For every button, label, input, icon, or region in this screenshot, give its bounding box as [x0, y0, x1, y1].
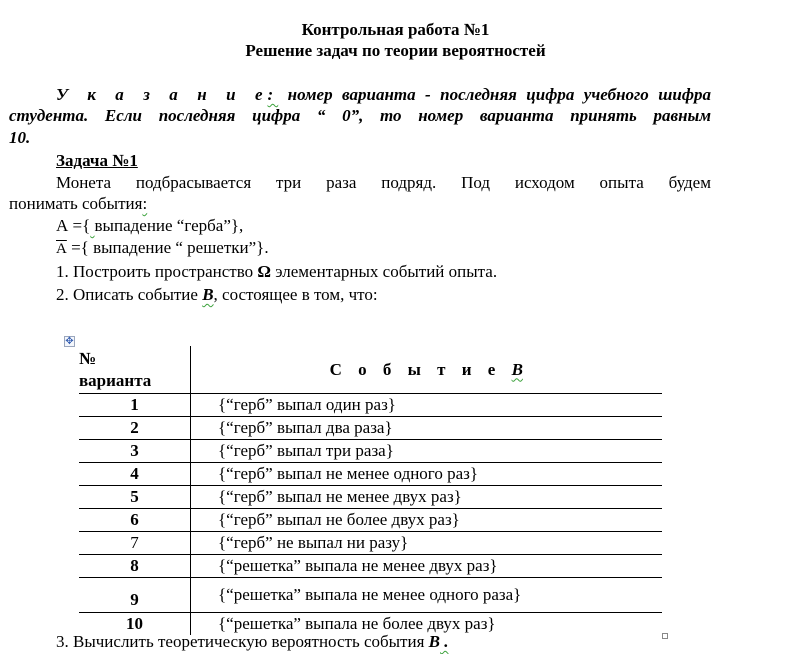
note-label: У к а з а н и е:	[56, 85, 279, 104]
variant-event: {“герб” выпал два раза}	[218, 418, 393, 437]
variant-number: 1	[79, 394, 191, 417]
step-3: 3. Вычислить теоретическую вероятность события B .	[56, 632, 449, 651]
variant-number: 5	[79, 486, 191, 509]
event-b-symbol: B	[202, 285, 214, 304]
variant-number: 3	[79, 440, 191, 463]
variant-number: 7	[79, 532, 191, 555]
table-row	[79, 578, 662, 613]
step-1: 1. Построить пространство Ω элементарных событий опыта.	[56, 262, 498, 281]
step-2: 2. Описать событие B, состоящее в том, что:	[56, 285, 378, 304]
variant-number: 4	[79, 463, 191, 486]
variant-event: {“герб” выпал три раза}	[218, 441, 394, 460]
table-row	[79, 555, 662, 578]
table-row	[79, 394, 662, 417]
variant-event: {“решетка” выпала не более двух раз}	[218, 614, 496, 633]
header-event: С о б ы т и е B	[329, 359, 523, 379]
table-row	[79, 463, 662, 486]
task-intro-line-2: понимать события:	[9, 194, 148, 213]
document-subtitle: Решение задач по теории вероятностей	[245, 41, 546, 60]
variant-event: {“решетка” выпала не менее одного раза}	[218, 585, 522, 604]
event-a-definition: А ={ выпадение “герба”},	[56, 216, 244, 235]
variant-number: 8	[79, 555, 191, 578]
end-mark-icon	[662, 633, 668, 639]
table-row	[79, 440, 662, 463]
event-a-symbol: А	[56, 216, 69, 235]
document-title: Контрольная работа №1	[301, 20, 490, 39]
omega-symbol: Ω	[257, 262, 272, 281]
table-row	[79, 417, 662, 440]
variant-event: {“герб” выпал не более двух раз}	[218, 510, 460, 529]
event-abar-definition: А ={ выпадение “ решетки”}.	[56, 238, 269, 257]
table-row	[79, 509, 662, 532]
table-header-row	[79, 346, 662, 394]
table-row	[79, 486, 662, 509]
header-variant-number: № варианта	[79, 346, 191, 394]
table-row	[79, 532, 662, 555]
variant-number: 6	[79, 509, 191, 532]
task-heading: Задача №1	[56, 151, 138, 170]
note-line-1	[56, 85, 711, 105]
variant-event: {“герб” не выпал ни разу}	[218, 533, 409, 552]
event-b-symbol: B	[428, 632, 440, 651]
note-line-3: 10.	[9, 128, 31, 147]
variant-number: 2	[79, 417, 191, 440]
variant-event: {“герб” выпал не менее двух раз}	[218, 487, 462, 506]
variant-event: {“герб” выпал один раз}	[218, 395, 396, 414]
event-abar-symbol: А	[56, 241, 67, 257]
move-arrows-icon[interactable]: ✥	[65, 336, 74, 347]
variant-number: 9	[79, 578, 191, 613]
variant-event: {“решетка” выпала не менее двух раз}	[218, 556, 498, 575]
variant-event: {“герб” выпал не менее одного раз}	[218, 464, 479, 483]
variant-number: 10	[79, 613, 191, 636]
note-line-1-text: номер варианта - последняя цифра учебного шифра	[287, 85, 712, 104]
task-intro-line-1: Монета подбрасывается три раза подряд. Под исходом опыта будем	[56, 173, 711, 192]
variants-table	[79, 346, 662, 635]
note-line-2: студента. Если последняя цифра “ 0”, то номер варианта принять равным	[9, 106, 711, 125]
